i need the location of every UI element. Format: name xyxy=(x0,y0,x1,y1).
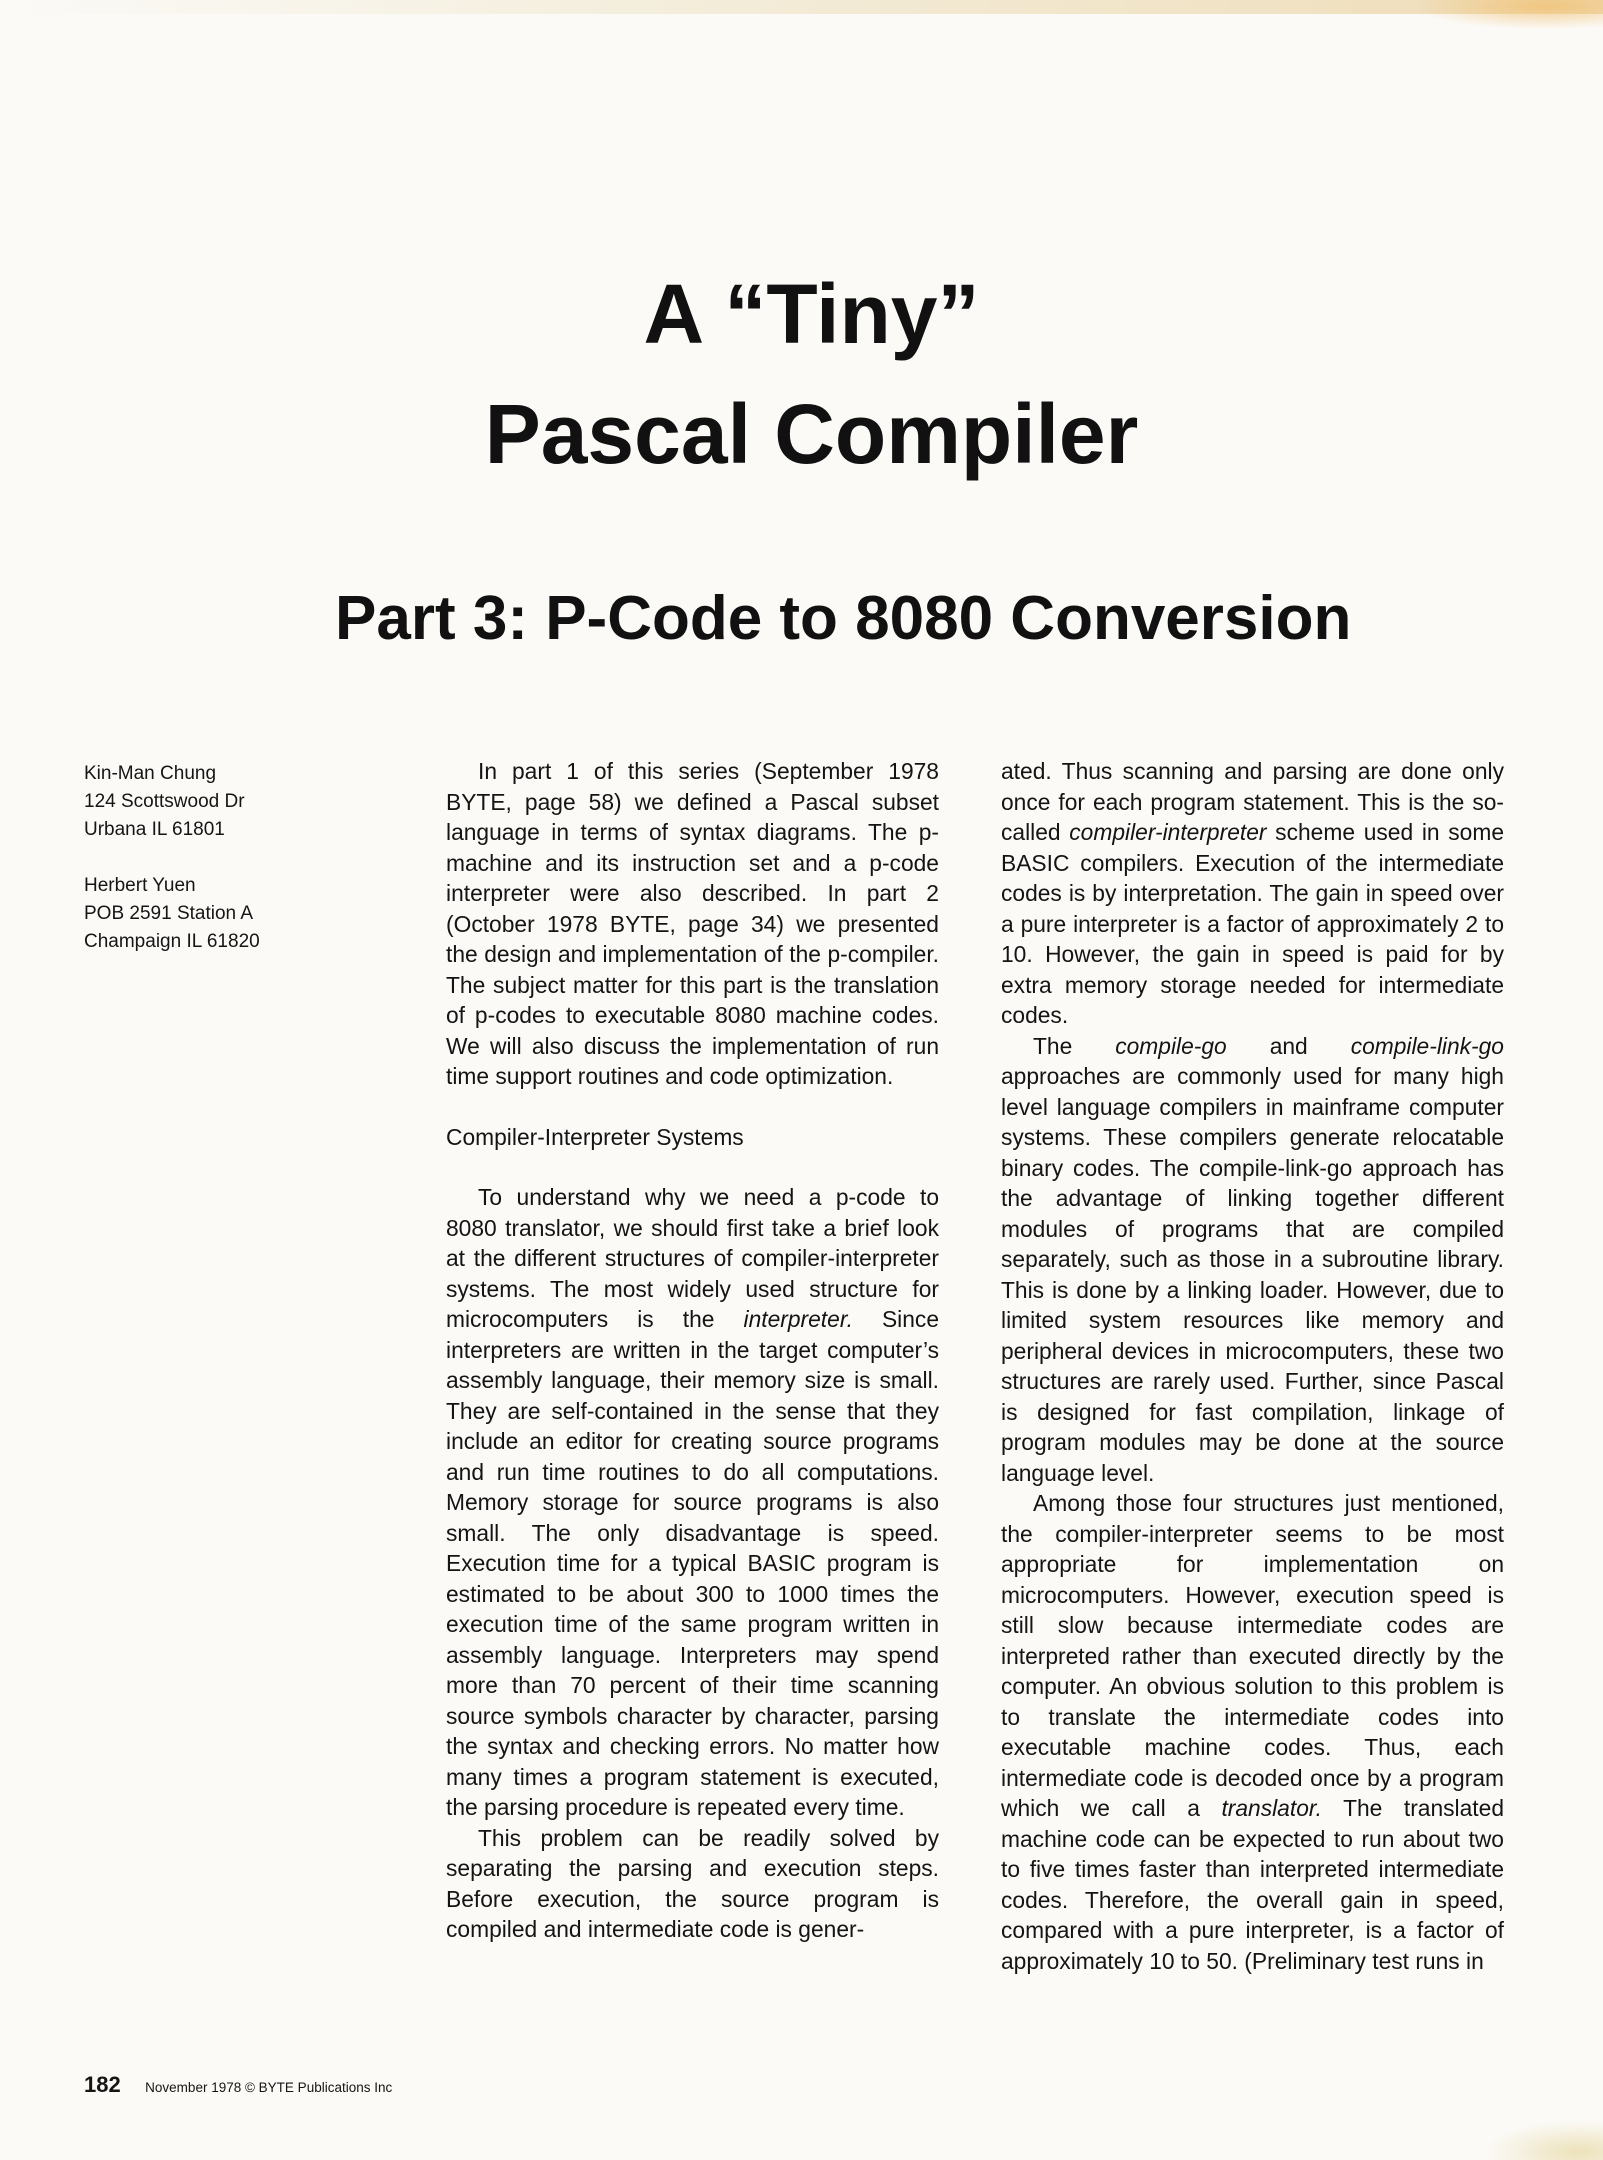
author-block xyxy=(84,760,384,844)
body-paragraph: ated. Thus scanning and parsing are done only once for each program statement. This is the so-called compiler-interpreter scheme used in some BASIC compilers. Execution of the intermediate codes is by interpretation. The gain in speed over a pure interpreter is a factor of approximately 2 to 10. However, the gain in speed is paid for by extra memory storage needed for intermediate codes. xyxy=(1001,758,1504,1028)
author-address-line: Champaign IL 61820 xyxy=(84,931,260,952)
body-paragraph: The compile-go and compile-link-go approaches are commonly used for many high level language compilers in mainframe computer systems. These compilers generate relocatable binary codes. The compile-link-go approach has the advantage of linking together different modules of programs that are compiled separately, such as those in a subroutine library. This is done by a linking loader. However, due to limited system resources like memory and peripheral devices in microcomputers, these two structures are rarely used. Further, since Pascal is designed for fast compilation, linkage of program modules may be done at the source language level. xyxy=(1001,1032,1504,1486)
author-name: Kin-Man Chung xyxy=(84,763,217,784)
author-byline xyxy=(84,760,384,984)
bottom-corner-stain xyxy=(1483,2120,1603,2160)
body-column-1 xyxy=(446,756,939,1945)
author-address-line: Urbana IL 61801 xyxy=(84,819,225,840)
author-address-line: 124 Scottswood Dr xyxy=(84,791,245,812)
author-name: Herbert Yuen xyxy=(84,875,196,896)
author-address-line: POB 2591 Station A xyxy=(84,903,254,924)
page-footer xyxy=(84,2072,392,2098)
article-subtitle: Part 3: P-Code to 8080 Conversion xyxy=(335,584,1352,653)
copyright-line: November 1978 © BYTE Publications Inc xyxy=(145,2080,393,2095)
page-edge-stain xyxy=(0,0,1603,14)
page-number: 182 xyxy=(84,2072,121,2097)
body-paragraph: To understand why we need a p-code to 8080 translator, we should first take a brief look at the different structures of compiler-interpreter systems. The most widely used structure for microcomputers is the interpreter. Since interpreters are written in the target computer’s assembly language, their memory size is small. They are self-contained in the sense that they include an editor for creating source programs and run time routines to do all computations. Memory storage for source programs is also small. The only disadvantage is speed. Execution time for a typical BASIC program is estimated to be about 300 to 1000 times the execution time of the same program written in assembly language. Interpreters may spend more than 70 percent of their time scanning source symbols character by character, parsing the syntax and checking errors. No matter how many times a program statement is executed, the parsing procedure is repeated every time. xyxy=(446,1184,939,1820)
author-block xyxy=(84,872,384,956)
body-paragraph: Among those four structures just mentioned, the compiler-interpreter seems to be most appropriate for implementation on microcomputers. However, execution speed is still slow because intermediate codes are interpreted rather than executed directly by the computer. An obvious solution to this problem is to translate the intermediate codes into executable machine codes. Thus, each intermediate code is decoded once by a program which we call a translator. The translated machine code can be expected to run about two to five times faster than interpreted intermediate codes. Therefore, the overall gain in speed, compared with a pure interpreter, is a factor of approximately 10 to 50. (Preliminary test runs in xyxy=(1001,1490,1504,1974)
article-title-line-2: Pascal Compiler xyxy=(484,387,1139,481)
body-column-2 xyxy=(1001,756,1504,1976)
section-heading: Compiler-Interpreter Systems xyxy=(446,1123,744,1150)
article-title-line-1: A “Tiny” xyxy=(643,267,980,361)
corner-stain xyxy=(1413,0,1603,30)
body-paragraph: This problem can be readily solved by separating the parsing and execution steps. Before execution, the source program is compiled and intermediate code is gener- xyxy=(446,1824,939,1942)
body-paragraph: In part 1 of this series (September 1978 BYTE, page 58) we defined a Pascal subset language in terms of syntax diagrams. The p-machine and its instruction set and a p-code interpreter were also described. In part 2 (October 1978 BYTE, page 34) we presented the design and implementation of the p-compiler. The subject matter for this part is the translation of p-codes to executable 8080 machine codes. We will also discuss the implementation of run time support routines and code optimization. xyxy=(446,758,939,1089)
